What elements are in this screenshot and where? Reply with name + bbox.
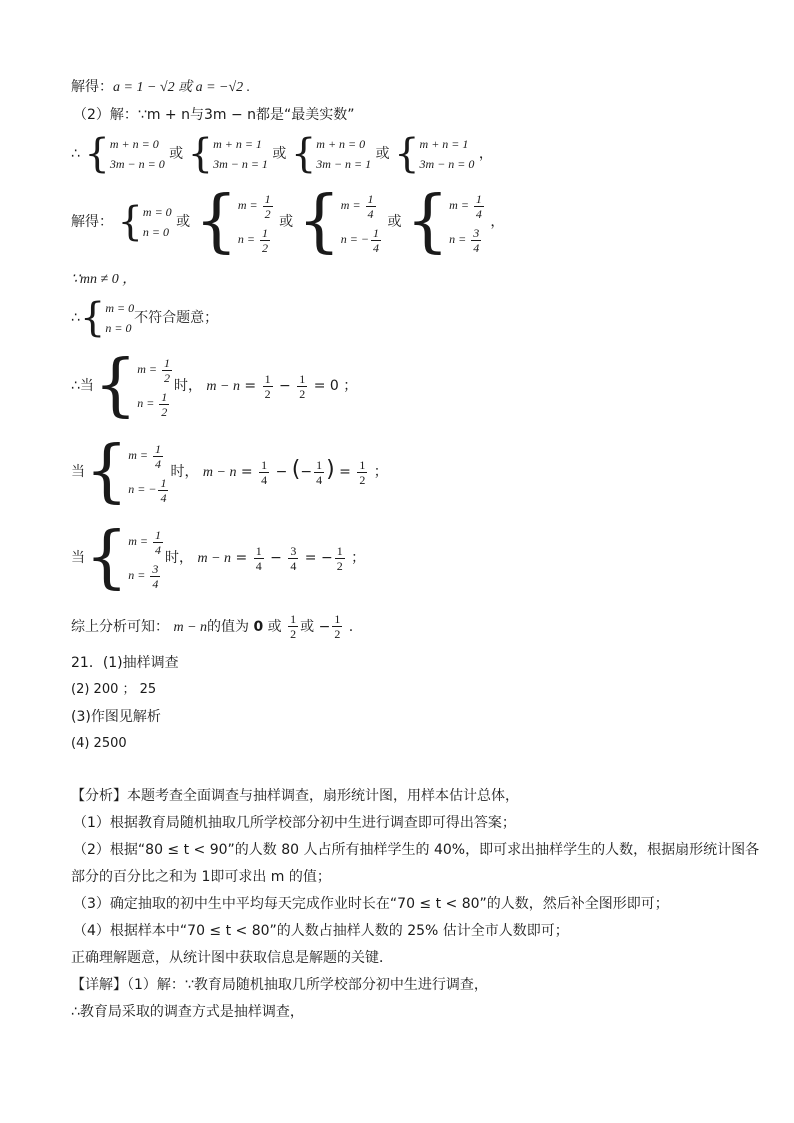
therefore: ∴ bbox=[71, 146, 80, 162]
detail-2: ∴教育局采取的调查方式是抽样调查， bbox=[71, 1004, 304, 1020]
eq: 3m − n = 1 bbox=[316, 157, 372, 171]
therefore: ∴ bbox=[71, 310, 80, 326]
case2-calc: 时， m − n = $\frac{1}{4}$ − (− $\frac{1}{4}$ ) = $\frac{1}{2}$ ； bbox=[170, 457, 388, 487]
detail-1: 【详解】（1）解：∵教育局随机抽取几所学校部分初中生进行调查， bbox=[71, 977, 488, 993]
case2-system: { m = $\frac{1}{4}$ n = − $\frac{1}{4}$ bbox=[85, 432, 167, 511]
system-4: { m + n = 1 3m − n = 0 bbox=[394, 131, 475, 177]
solution-4: { m = $\frac{1}{4}$ n = $\frac{3}{4}$ bbox=[405, 182, 482, 261]
eq: m + n = 0 bbox=[109, 137, 159, 151]
line-solution-a bbox=[71, 78, 250, 97]
text: 当 bbox=[71, 550, 85, 566]
system-3: { m + n = 0 3m − n = 1 bbox=[290, 131, 372, 177]
eq: m + n = 1 bbox=[213, 137, 262, 151]
eq: 3m − n = 0 bbox=[109, 157, 165, 171]
case1-system: { m = $\frac{1}{2}$ n = $\frac{1}{2}$ bbox=[93, 346, 170, 425]
or: 或 bbox=[279, 214, 294, 230]
analysis-4: （4）根据样本中“70 ≤ t < 80”的人数占抽样人数的 25% 估计全市人数即可； bbox=[73, 923, 569, 939]
eq: m + n = 1 bbox=[419, 137, 469, 151]
analysis-2a: （2）根据“80 ≤ t < 90”的人数 80 人占所有抽样学生的 40%，即可求出抽样学生的人数，根据扇形统计图各 bbox=[73, 842, 760, 858]
analysis-intro: 【分析】本题考查全面调查与抽样调查，扇形统计图，用样本估计总体， bbox=[71, 788, 519, 804]
q21-answer-4: (4) 2500 bbox=[71, 736, 127, 751]
solution-3: { m = $\frac{1}{4}$ n = − $\frac{1}{4}$ bbox=[297, 182, 379, 261]
system-1: { m + n = 0 3m − n = 0 bbox=[84, 131, 165, 177]
solution-zero: { m = 0 n = 0 bbox=[79, 295, 135, 341]
summary-text: 综上分析可知： m − n的值为 0 或 $\frac{1}{2}$ 或 − $\frac{1}{2}$ . bbox=[71, 612, 354, 641]
line-four-systems bbox=[71, 131, 493, 177]
eq: 3m − n = 1 bbox=[213, 157, 268, 171]
or: 或 bbox=[375, 146, 390, 162]
analysis-3: （3）确定抽取的初中生中平均每天完成作业时长在“70 ≤ t < 80”的人数，然后补全图形即可； bbox=[73, 896, 669, 912]
case1-calc: 时， m − n = $\frac{1}{2}$ − $\frac{1}{2}$ = 0 ； bbox=[173, 371, 358, 401]
q21-answer-2: (2) 200 ； 25 bbox=[71, 682, 157, 697]
eq: m + n = 0 bbox=[316, 137, 366, 151]
text: 当 bbox=[71, 464, 85, 480]
analysis-1: （1）根据教育局随机抽取几所学校部分初中生进行调查即可得出答案； bbox=[73, 815, 516, 831]
or: 或 bbox=[176, 214, 191, 230]
line-mn-nonzero: ∵mn ≠ 0 ， bbox=[71, 272, 137, 287]
text: 解得： bbox=[71, 79, 113, 95]
q21-answer-3: (3)作图见解析 bbox=[71, 709, 161, 725]
math-a-values: a = 1 − √2 或 a = −√2 . bbox=[113, 80, 251, 95]
text: ∴当 bbox=[71, 378, 94, 394]
case-2 bbox=[71, 432, 388, 511]
eq: 3m − n = 0 bbox=[419, 157, 475, 171]
comma: ， bbox=[490, 214, 505, 230]
or: 或 bbox=[169, 146, 184, 162]
line-solved-systems bbox=[71, 182, 505, 261]
system-2: { m + n = 1 3m − n = 1 bbox=[187, 131, 268, 177]
analysis-2b: 部分的百分比之和为 1即可求出 m 的值； bbox=[71, 869, 331, 885]
text: 解得： bbox=[71, 214, 113, 230]
q21-title: 21．(1)抽样调查 bbox=[71, 655, 179, 671]
case-1 bbox=[71, 346, 358, 425]
solution-2: { m = $\frac{1}{2}$ n = $\frac{1}{2}$ bbox=[194, 182, 271, 261]
case3-system: { m = $\frac{1}{4}$ n = $\frac{3}{4}$ bbox=[85, 518, 162, 597]
line-reject-zero bbox=[71, 295, 219, 341]
or: 或 bbox=[387, 214, 402, 230]
line-part2-premise: （2）解：∵m + n与3m − n都是“最美实数” bbox=[73, 107, 355, 123]
summary-line bbox=[71, 612, 353, 641]
text: 不符合题意； bbox=[134, 310, 219, 326]
comma: ， bbox=[478, 146, 493, 162]
analysis-key: 正确理解题意，从统计图中获取信息是解题的关键． bbox=[71, 950, 393, 966]
case-3 bbox=[71, 518, 366, 597]
or: 或 bbox=[272, 146, 287, 162]
case3-calc: 时， m − n = $\frac{1}{4}$ − $\frac{3}{4}$ = − $\frac{1}{2}$ ； bbox=[165, 543, 366, 573]
solution-1: { m = 0 n = 0 bbox=[117, 199, 172, 245]
